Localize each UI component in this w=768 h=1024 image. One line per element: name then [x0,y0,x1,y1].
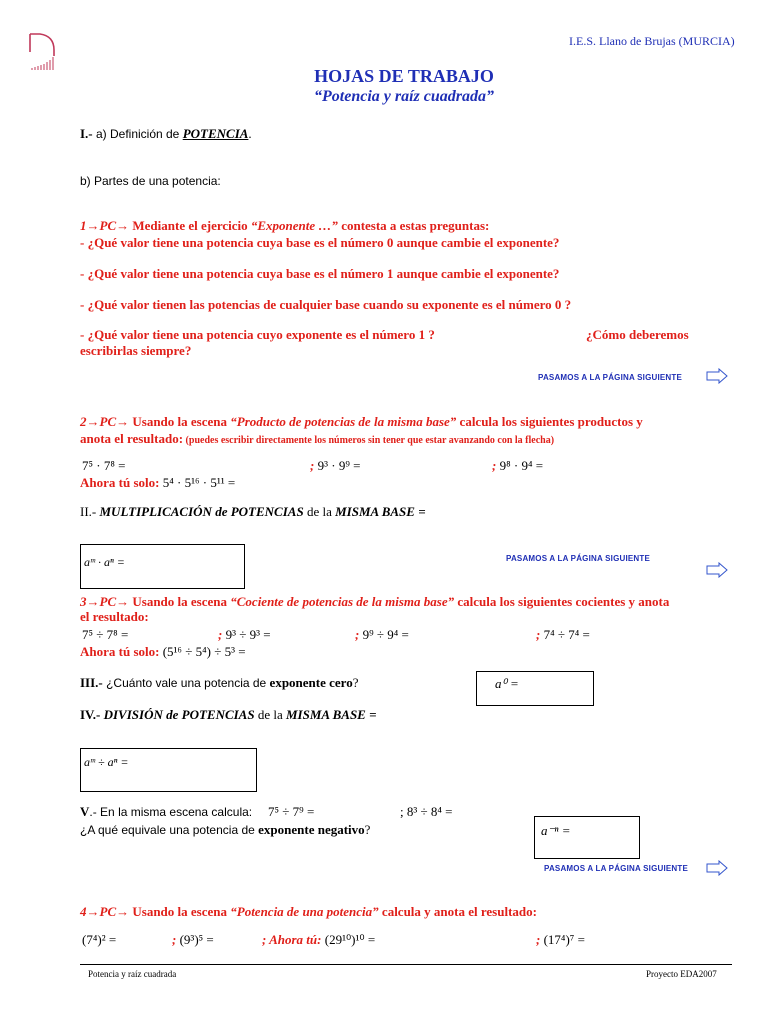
section-text: ¿A qué equivale una potencia de [80,823,259,837]
box-formula: a⁻ⁿ = [541,823,571,838]
alone-label: Ahora tú solo: [80,644,160,659]
pc1-question-3: - ¿Qué valor tienen las potencias de cualquier base cuando su exponente es el número 0 ? [80,297,572,312]
pc3-alone [80,644,246,660]
separator: ; [172,932,177,947]
box-formula: a⁰ = [495,676,519,691]
footer-right: Proyecto EDA2007 [646,969,717,979]
pc-text: Usando la escena [129,594,231,609]
section-number: V [80,804,90,819]
section-number: I.- [80,126,93,141]
footer-divider [80,964,732,965]
formula-text: 7⁴ ÷ 7⁴ = [543,627,590,642]
pc-lead: 2→PC→ [80,414,130,429]
formula-9-3-9-9 [310,458,360,474]
alone-label: ; Ahora tú: [262,932,322,947]
section-1-b: b) Partes de una potencia: [80,174,221,188]
section-5-heading [80,804,252,820]
pc3-heading [80,594,669,610]
section-number: II.- [80,504,97,519]
formula-text: 9³ · 9⁹ = [317,458,361,473]
scene-name: “Exponente …” [250,218,338,233]
formula-text: (29¹⁰)¹⁰ = [324,932,376,947]
next-page-label: PASAMOS A LA PÁGINA SIGUIENTE [506,554,651,563]
answer-box-exponent-zero[interactable] [476,671,594,706]
pc-text: calcula y anota el resultado: [378,904,537,919]
pc-text: contesta a estas preguntas: [337,218,490,233]
section-term: DIVISIÓN de POTENCIAS [103,707,255,722]
separator: ; [536,627,541,642]
formula-power-9-3-5 [172,932,214,948]
formula-text: 5⁴ · 5¹⁶ · 5¹¹ = [162,475,236,490]
section-text: ? [364,822,371,837]
formula-power-17-4-7 [536,932,585,948]
formula-7-5-7-8: 7⁵ · 7⁸ = [82,458,126,473]
pc-text: Usando la escena [129,414,231,429]
pc-lead: 3→PC→ [80,594,130,609]
arrow-right-icon [706,368,728,384]
pc1-question-1: - ¿Qué valor tiene una potencia cuya base es el número 0 aunque cambie el exponente? [80,235,560,250]
section-number: III.- [80,675,103,690]
section-text: ¿Cuánto vale una potencia de [102,676,270,690]
formula-text: (5¹⁶ ÷ 5⁴) ÷ 5³ = [162,644,246,659]
separator: ; [355,627,360,642]
section-text: .- En la misma escena calcula: [89,805,253,819]
section-text: de la [303,504,336,519]
formula-text: (17⁴)⁷ = [543,932,585,947]
section-text: ? [352,675,359,690]
pc1-question-5-cont: escribirlas siempre? [80,343,192,358]
section-term: MISMA BASE = [335,504,426,519]
pc2-heading-cont [80,431,554,447]
scene-name: “Cociente de potencias de la misma base” [230,594,455,609]
pc-lead: 1→PC→ [80,218,130,233]
section-term: MULTIPLICACIÓN de POTENCIAS [99,504,304,519]
pc-text: calcula los siguientes cocientes y anota [454,594,670,609]
pc2-heading [80,414,643,430]
scene-name: “Potencia de una potencia” [230,904,379,919]
box-formula: aᵐ ÷ aⁿ = [84,755,129,769]
section-3-heading [80,675,358,691]
page-title: HOJAS DE TRABAJO [314,66,494,86]
scene-name: “Producto de potencias de la misma base” [230,414,457,429]
pc-note: (puedes escribir directamente los números sin tener que estar avanzando con la flecha) [183,435,555,446]
footer-left: Potencia y raíz cuadrada [88,969,177,979]
pc4-alone [262,932,375,948]
pc4-heading [80,904,537,920]
term-potencia: POTENCIA [182,126,249,141]
section-1-a [80,126,252,142]
arrow-right-icon [706,860,728,876]
formula-8-3-div-8-4: ; 8³ ÷ 8⁴ = [400,804,453,819]
page-subtitle: “Potencia y raíz cuadrada” [314,88,494,105]
pc1-heading [80,218,489,234]
arrow-right-icon [706,562,728,578]
formula-text: (9³)⁵ = [179,932,214,947]
pc-lead: 4→PC→ [80,904,130,919]
formula-text: 9⁹ ÷ 9⁴ = [362,627,409,642]
section-term: exponente negativo [258,822,365,837]
section-text: . [248,126,252,141]
formula-text: 9⁸ · 9⁴ = [499,458,544,473]
section-text: de la [254,707,286,722]
pc3-heading-cont: el resultado: [80,609,149,624]
formula-7-5-div-7-9: 7⁵ ÷ 7⁹ = [268,804,315,819]
separator: ; [492,458,497,473]
section-4-heading [80,707,377,723]
pc1-question-4: - ¿Qué valor tiene una potencia cuyo exponente es el número 1 ? [80,327,435,342]
formula-text: 9³ ÷ 9³ = [225,627,271,642]
separator: ; [310,458,315,473]
section-term: exponente cero [269,675,353,690]
formula-7-5-div-7-8: 7⁵ ÷ 7⁸ = [82,627,129,642]
school-name: I.E.S. Llano de Brujas (MURCIA) [569,34,735,48]
alone-label: Ahora tú solo: [80,475,160,490]
formula-7-4-div-7-4 [536,627,590,643]
separator: ; [536,932,541,947]
separator: ; [218,627,223,642]
answer-box-division[interactable] [80,748,257,792]
section-term: MISMA BASE = [286,707,377,722]
next-page-label: PASAMOS A LA PÁGINA SIGUIENTE [544,864,689,873]
section-5-question [80,822,370,838]
formula-9-9-div-9-4 [355,627,409,643]
pc-text: anota el resultado: [80,431,184,446]
pc-text: calcula los siguientes productos y [456,414,643,429]
answer-box-negative-exponent[interactable] [534,816,640,859]
pc2-alone [80,475,235,491]
formula-power-7-4-2: (7⁴)² = [82,932,117,947]
pc1-question-2: - ¿Qué valor tiene una potencia cuya base es el número 1 aunque cambie el exponente? [80,266,560,281]
pc-text: Usando la escena [129,904,231,919]
next-page-label: PASAMOS A LA PÁGINA SIGUIENTE [538,373,683,382]
section-2-heading [80,504,426,520]
answer-box-multiplication[interactable] [80,544,245,589]
section-text: a) Definición de [92,127,183,141]
section-number: IV.- [80,707,101,722]
box-formula: aᵐ · aⁿ = [84,555,125,569]
formula-9-3-div-9-3 [218,627,271,643]
pc1-question-5: ¿Cómo deberemos [586,327,689,342]
pc-text: Mediante el ejercicio [129,218,251,233]
formula-9-8-9-4 [492,458,543,474]
